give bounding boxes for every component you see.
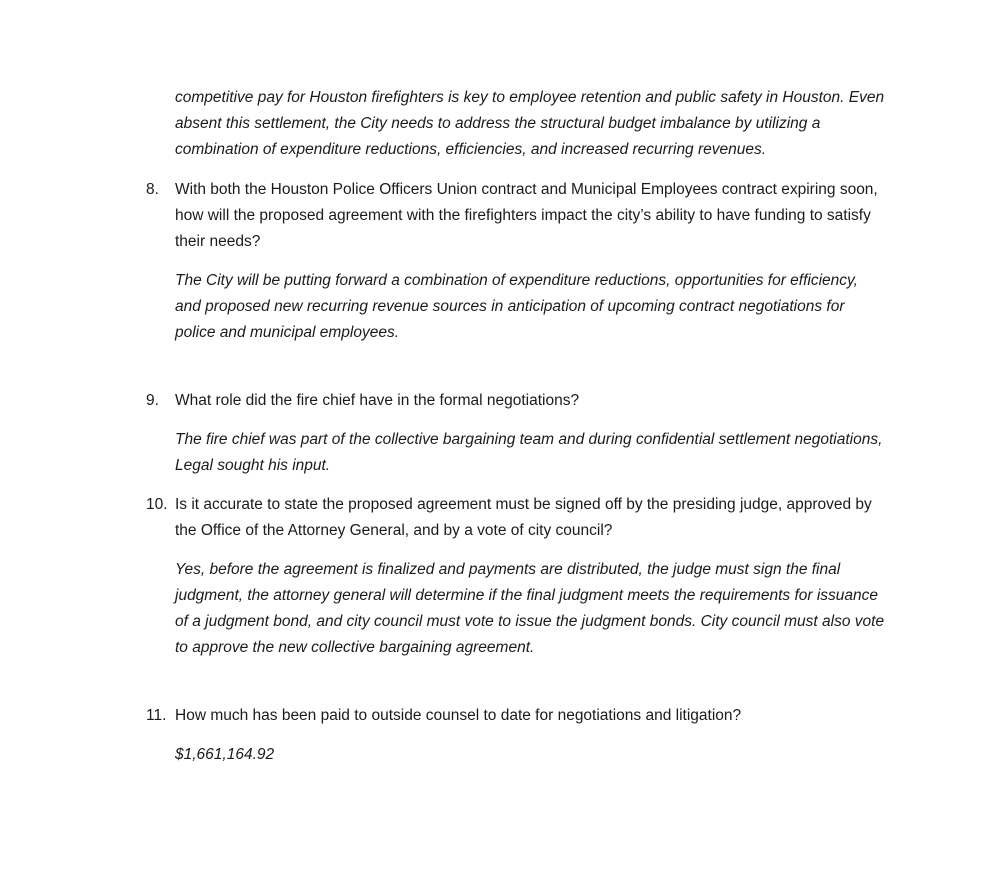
question-number: 10. xyxy=(146,496,168,513)
question-9 xyxy=(146,388,888,414)
question-8 xyxy=(146,177,888,255)
question-number: 9. xyxy=(146,392,159,409)
intro-continuation-paragraph: competitive pay for Houston firefighters is key to employee retention and public safety in Houston. Even absent this settlement, the City needs to address the structural budget imbalance by utilizing a combination of expenditure reductions, efficiencies, and increased recurring revenues. xyxy=(175,89,885,158)
question-text: How much has been paid to outside counsel to date for negotiations and litigation? xyxy=(175,707,742,724)
question-number: 11. xyxy=(146,707,167,724)
answer-11: $1,661,164.92 xyxy=(175,746,275,763)
question-10 xyxy=(146,492,888,544)
document-content xyxy=(146,85,888,781)
answer-9: The fire chief was part of the collective bargaining team and during confidential settlement negotiations, Legal sought his input. xyxy=(175,431,883,474)
qa-item-8 xyxy=(146,177,888,346)
answer-10: Yes, before the agreement is finalized and payments are distributed, the judge must sign the final judgment, the attorney general will determine if the final judgment meets the requirements for issuance of a judgment bond, and city council must vote to issue the judgment bonds. City council must also vote to approve the new collective bargaining agreement. xyxy=(175,561,885,656)
question-text: With both the Houston Police Officers Union contract and Municipal Employees contract expiring soon, how will the proposed agreement with the firefighters impact the city’s ability to have funding to satisfy their needs? xyxy=(175,181,878,250)
question-text: Is it accurate to state the proposed agreement must be signed off by the presiding judge, approved by the Office of the Attorney General, and by a vote of city council? xyxy=(175,496,872,539)
qa-item-10 xyxy=(146,492,888,661)
question-text: What role did the fire chief have in the formal negotiations? xyxy=(175,392,580,409)
qa-item-9 xyxy=(146,388,888,479)
qa-item-11 xyxy=(146,703,888,768)
answer-8: The City will be putting forward a combination of expenditure reductions, opportunities for efficiency, and proposed new recurring revenue sources in anticipation of upcoming contract negotiations for police and municipal employees. xyxy=(175,272,858,341)
question-11 xyxy=(146,703,888,729)
question-number: 8. xyxy=(146,181,159,198)
